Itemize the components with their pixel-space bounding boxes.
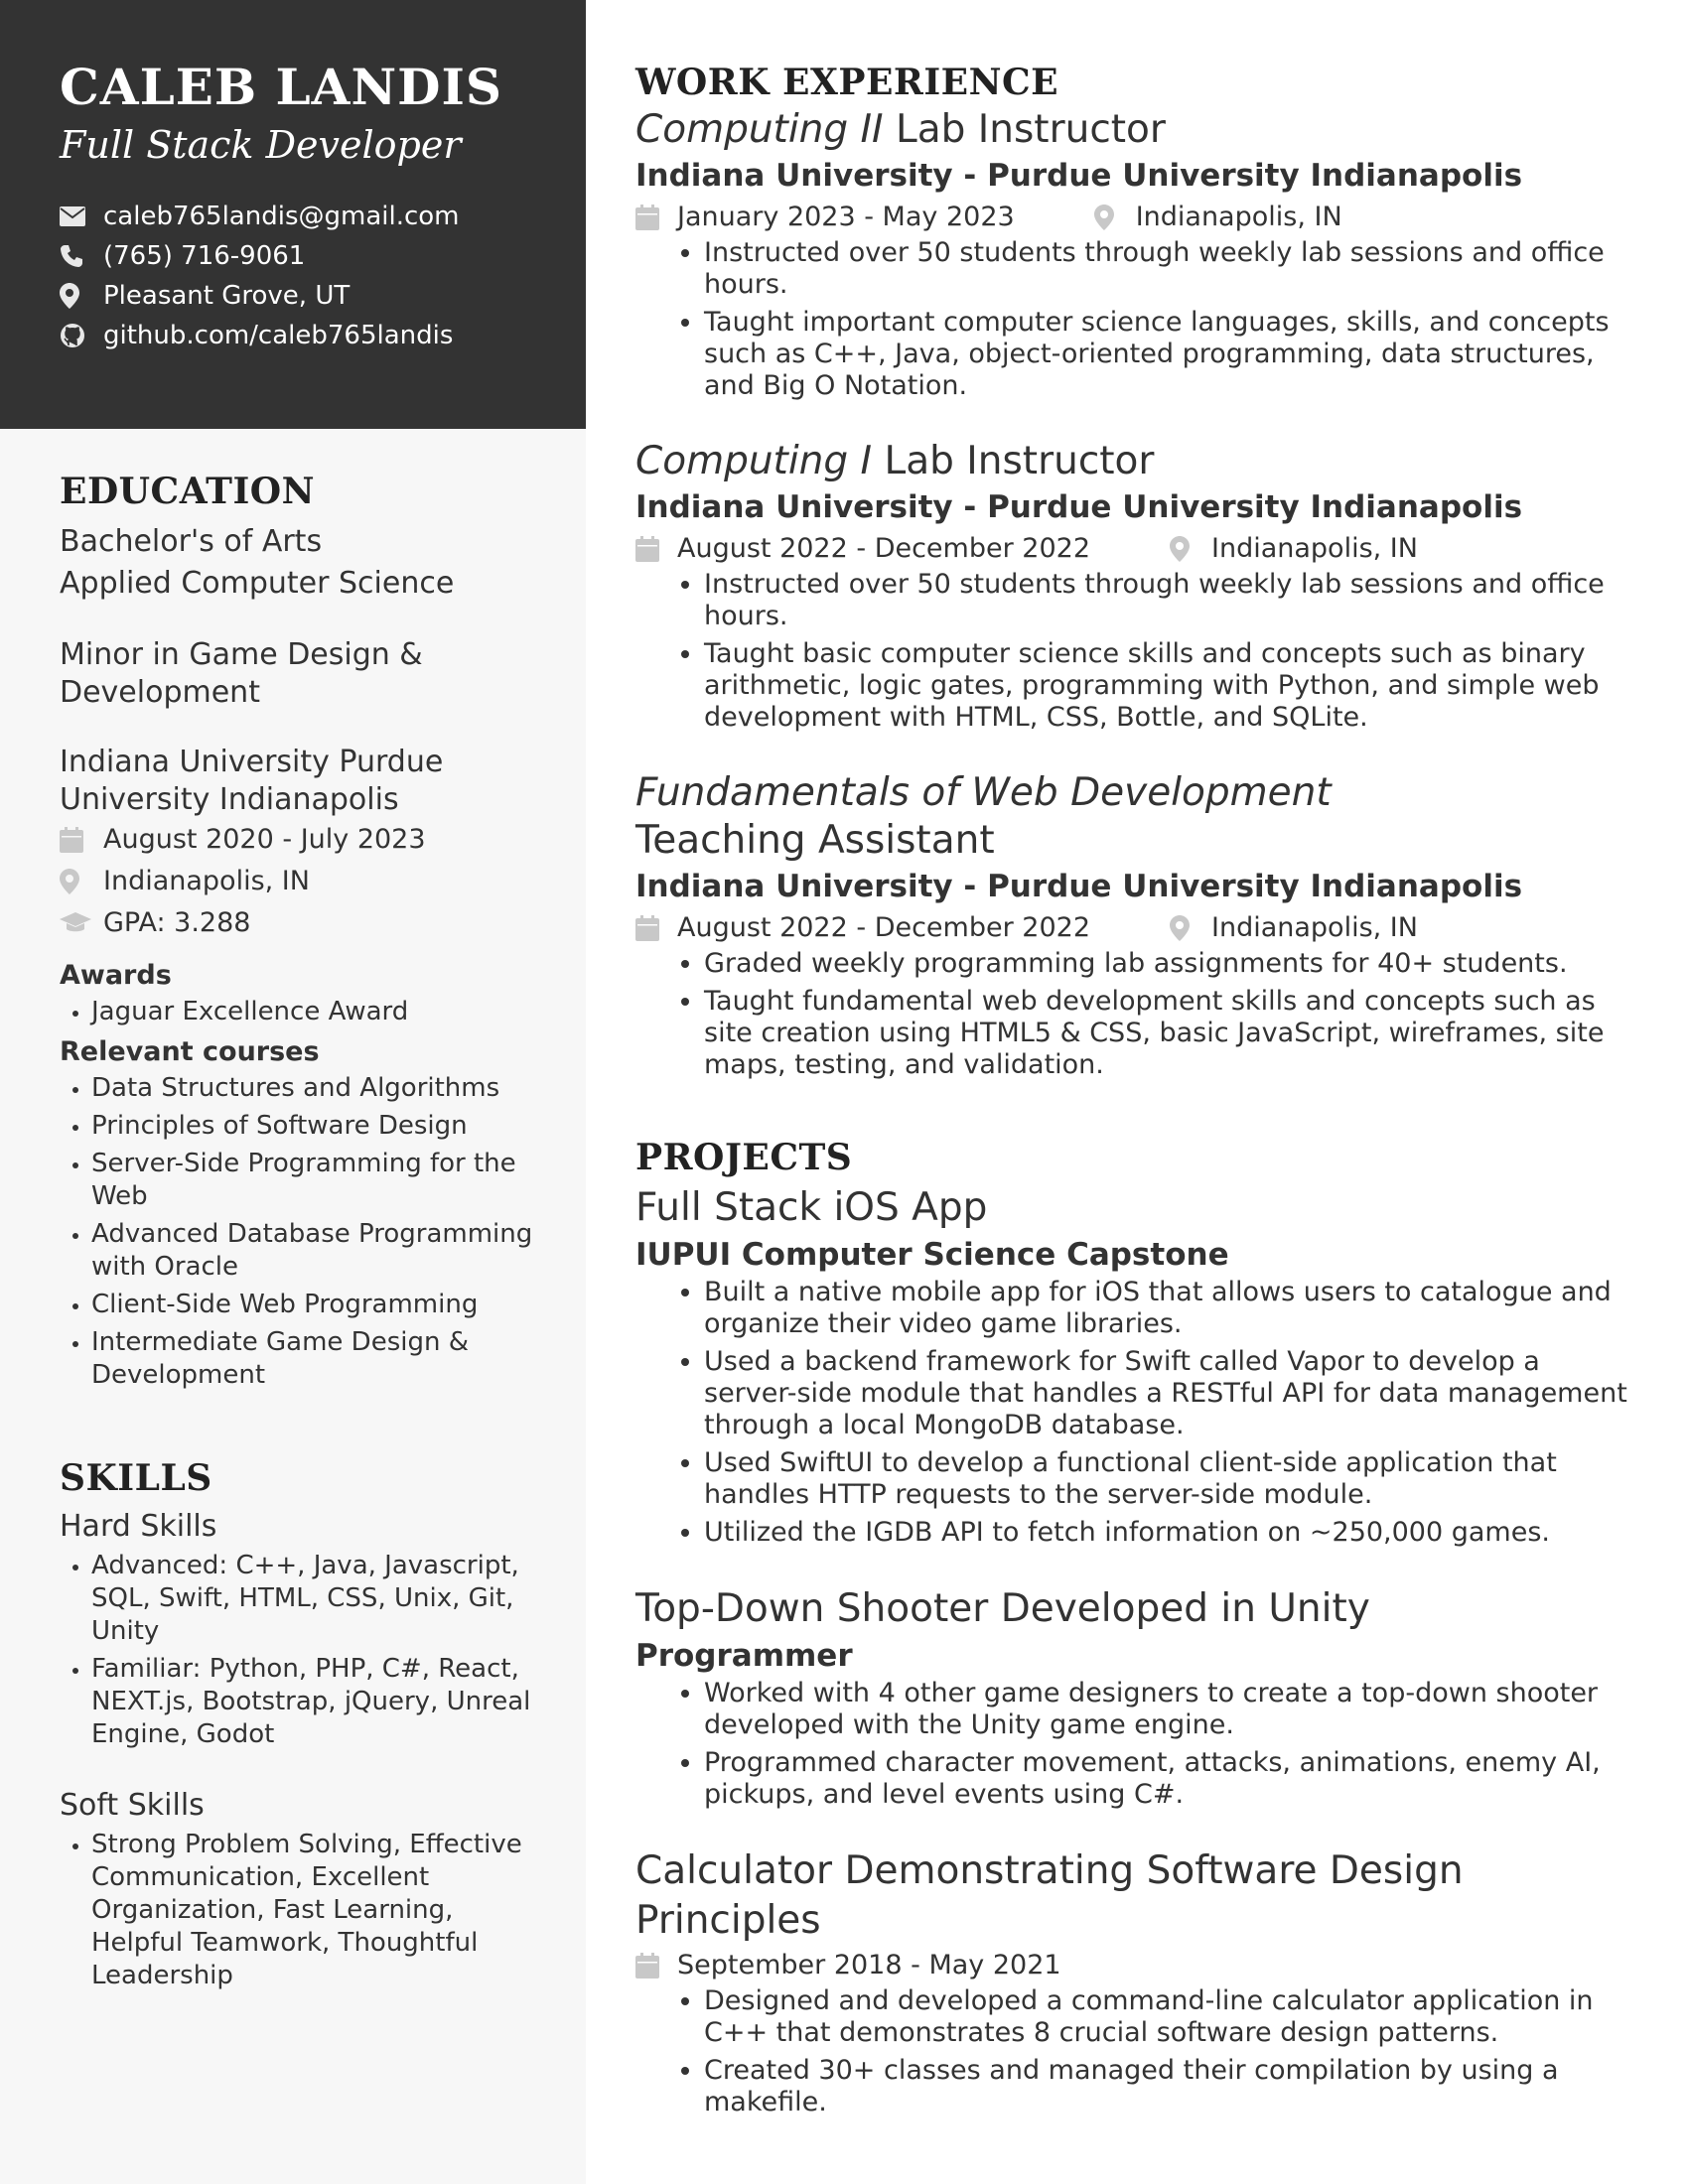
job-bullets xyxy=(635,948,1628,1081)
sidebar-content xyxy=(60,471,546,1997)
job-bullets xyxy=(635,569,1628,734)
list-item: • Advanced Database Programming with Oracle xyxy=(91,1218,546,1284)
list-item: • Utilized the IGDB API to fetch information on ~250,000 games. xyxy=(704,1517,1628,1549)
awards-list xyxy=(60,996,546,1028)
location-icon xyxy=(60,283,103,309)
list-item: • Data Structures and Algorithms xyxy=(91,1072,546,1105)
project-title: Top-Down Shooter Developed in Unity xyxy=(635,1586,1370,1632)
hard-skills-list xyxy=(60,1550,546,1751)
project-title: Calculator Demonstrating Software Design Principles xyxy=(635,1848,1464,1944)
list-item: • Graded weekly programming lab assignments for 40+ students. xyxy=(704,948,1628,980)
list-item: • Instructed over 50 students through weekly lab sessions and office hours. xyxy=(704,237,1628,301)
list-item: • Jaguar Excellence Award xyxy=(91,996,546,1028)
calendar-icon xyxy=(60,827,103,853)
list-item: • Intermediate Game Design & Development xyxy=(91,1326,546,1392)
job-title-role: Lab Instructor xyxy=(883,107,1166,153)
job-entry xyxy=(635,438,1628,734)
job-location-text: Indianapolis, IN xyxy=(1211,533,1418,565)
education-gpa xyxy=(60,902,546,944)
education-dates xyxy=(60,819,546,861)
location-icon xyxy=(1094,205,1136,230)
project-title: Full Stack iOS App xyxy=(635,1185,988,1231)
list-item: • Taught fundamental web development skills and concepts such as site creation using HTML5 & CSS, basic JavaScript, wireframes, site maps, testing, and validation. xyxy=(704,986,1628,1081)
list-item: • Created 30+ classes and managed their compilation by using a makefile. xyxy=(704,2055,1628,2118)
job-dates: January 2023 - May 2023 xyxy=(677,202,1015,233)
list-item: • Taught basic computer science skills and concepts such as binary arithmetic, logic gates, programming with Python, and simple web development with HTML, CSS, Bottle, and SQLite. xyxy=(704,638,1628,734)
projects-heading: PROJECTS xyxy=(635,1137,853,1179)
list-item: • Programmed character movement, attacks, animations, enemy AI, pickups, and level events using C#. xyxy=(704,1747,1628,1811)
contact-location xyxy=(60,276,586,316)
github-icon xyxy=(60,323,103,348)
list-item: • Designed and developed a command-line calculator application in C++ that demonstrates 8 crucial software design patterns. xyxy=(704,1985,1628,2049)
job-meta xyxy=(635,529,1628,569)
list-item: • Familiar: Python, PHP, C#, React, NEXT.js, Bootstrap, jQuery, Unreal Engine, Godot xyxy=(91,1653,546,1751)
degree: Bachelor's of Arts xyxy=(60,524,323,560)
list-item: • Server-Side Programming for the Web xyxy=(91,1148,546,1213)
job-dates: August 2022 - December 2022 xyxy=(677,533,1090,565)
list-item: • Used a backend framework for Swift called Vapor to develop a server-side module that handles a RESTful API for data management through a local MongoDB database. xyxy=(704,1346,1628,1441)
job-entry xyxy=(635,769,1628,1081)
soft-skills-label: Soft Skills xyxy=(60,1788,205,1824)
job-title xyxy=(635,438,1628,485)
education-dates-text: August 2020 - July 2023 xyxy=(103,824,426,856)
list-item: • Advanced: C++, Java, Javascript, SQL, Swift, HTML, CSS, Unix, Git, Unity xyxy=(91,1550,546,1648)
contact-phone[interactable] xyxy=(60,236,586,276)
location-icon xyxy=(60,869,103,894)
contact-github[interactable] xyxy=(60,316,586,355)
location-icon xyxy=(1170,536,1211,562)
project-bullets xyxy=(635,1678,1628,1811)
candidate-name: CALEB LANDIS xyxy=(60,58,503,116)
contact-email-text: caleb765landis@gmail.com xyxy=(103,201,460,231)
calendar-icon xyxy=(635,1953,677,1979)
hard-skills-label: Hard Skills xyxy=(60,1509,217,1545)
education-location-text: Indianapolis, IN xyxy=(103,866,310,897)
awards-label: Awards xyxy=(60,960,172,992)
project-bullets xyxy=(635,1985,1628,2118)
list-item: • Built a native mobile app for iOS that allows users to catalogue and organize their video game libraries. xyxy=(704,1277,1628,1340)
calendar-icon xyxy=(635,915,677,941)
calendar-icon xyxy=(635,205,677,230)
education-location xyxy=(60,861,546,902)
job-dates: August 2022 - December 2022 xyxy=(677,912,1090,944)
calendar-icon xyxy=(635,536,677,562)
envelope-icon xyxy=(60,206,103,226)
job-location xyxy=(1170,529,1418,569)
list-item: • Principles of Software Design xyxy=(91,1110,546,1143)
project-entry xyxy=(635,1183,1628,1549)
project-entry xyxy=(635,1846,1628,2118)
job-meta xyxy=(635,198,1628,237)
job-org: Indiana University - Purdue University Indianapolis xyxy=(635,158,1523,195)
main-content xyxy=(635,62,1628,2154)
job-location xyxy=(1094,198,1342,237)
project-org: IUPUI Computer Science Capstone xyxy=(635,1237,1229,1274)
job-title-role: Lab Instructor xyxy=(872,439,1155,484)
soft-skills-list xyxy=(60,1829,546,1992)
job-title-course: Computing II xyxy=(635,107,884,153)
list-item: • Strong Problem Solving, Effective Communication, Excellent Organization, Fast Learning, Helpful Teamwork, Thoughtful Leadership xyxy=(91,1829,546,1992)
list-item: • Taught important computer science languages, skills, and concepts such as C++, Java, object-oriented programming, data structures, and Big O Notation. xyxy=(704,307,1628,402)
job-bullets xyxy=(635,237,1628,402)
job-org: Indiana University - Purdue University Indianapolis xyxy=(635,489,1523,526)
project-entry xyxy=(635,1584,1628,1811)
school-name: Indiana University Purdue University Indianapolis xyxy=(60,745,444,818)
contact-list xyxy=(60,197,586,355)
courses-list xyxy=(60,1072,546,1392)
location-icon xyxy=(1170,915,1211,941)
job-org: Indiana University - Purdue University Indianapolis xyxy=(635,869,1523,905)
job-entry xyxy=(635,106,1628,402)
job-title xyxy=(635,769,1509,865)
project-bullets xyxy=(635,1277,1628,1549)
education-heading: EDUCATION xyxy=(60,471,316,512)
courses-label: Relevant courses xyxy=(60,1036,320,1068)
phone-icon xyxy=(60,244,103,268)
list-item: • Worked with 4 other game designers to create a top-down shooter developed with the Unity game engine. xyxy=(704,1678,1628,1741)
contact-location-text: Pleasant Grove, UT xyxy=(103,280,351,311)
education-gpa-text: GPA: 3.288 xyxy=(103,907,251,939)
job-location-text: Indianapolis, IN xyxy=(1211,912,1418,944)
job-location xyxy=(1170,908,1418,948)
list-item: • Instructed over 50 students through weekly lab sessions and office hours. xyxy=(704,569,1628,632)
minor-line-2: Development xyxy=(60,675,260,711)
list-item: • Client-Side Web Programming xyxy=(91,1289,546,1321)
major: Applied Computer Science xyxy=(60,566,455,602)
contact-phone-text: (765) 716-9061 xyxy=(103,240,306,271)
candidate-title: Full Stack Developer xyxy=(60,123,462,167)
project-dates: September 2018 - May 2021 xyxy=(677,1950,1061,1981)
job-title-role: Teaching Assistant xyxy=(635,818,995,864)
minor-line-1: Minor in Game Design & xyxy=(60,637,423,673)
list-item: • Used SwiftUI to develop a functional client-side application that handles HTTP requests to the server-side module. xyxy=(704,1447,1628,1511)
project-meta xyxy=(635,1946,1628,1985)
work-heading: WORK EXPERIENCE xyxy=(635,62,1059,103)
graduation-cap-icon xyxy=(60,912,103,934)
skills-heading: SKILLS xyxy=(60,1457,212,1500)
header xyxy=(0,0,586,429)
project-org: Programmer xyxy=(635,1638,853,1675)
job-meta xyxy=(635,908,1628,948)
job-title xyxy=(635,106,1628,154)
job-location-text: Indianapolis, IN xyxy=(1135,202,1342,233)
job-title-course: Computing I xyxy=(635,439,873,484)
job-title-course: Fundamentals of Web Development xyxy=(635,770,1332,816)
contact-github-text: github.com/caleb765landis xyxy=(103,320,454,350)
contact-email[interactable] xyxy=(60,197,586,236)
